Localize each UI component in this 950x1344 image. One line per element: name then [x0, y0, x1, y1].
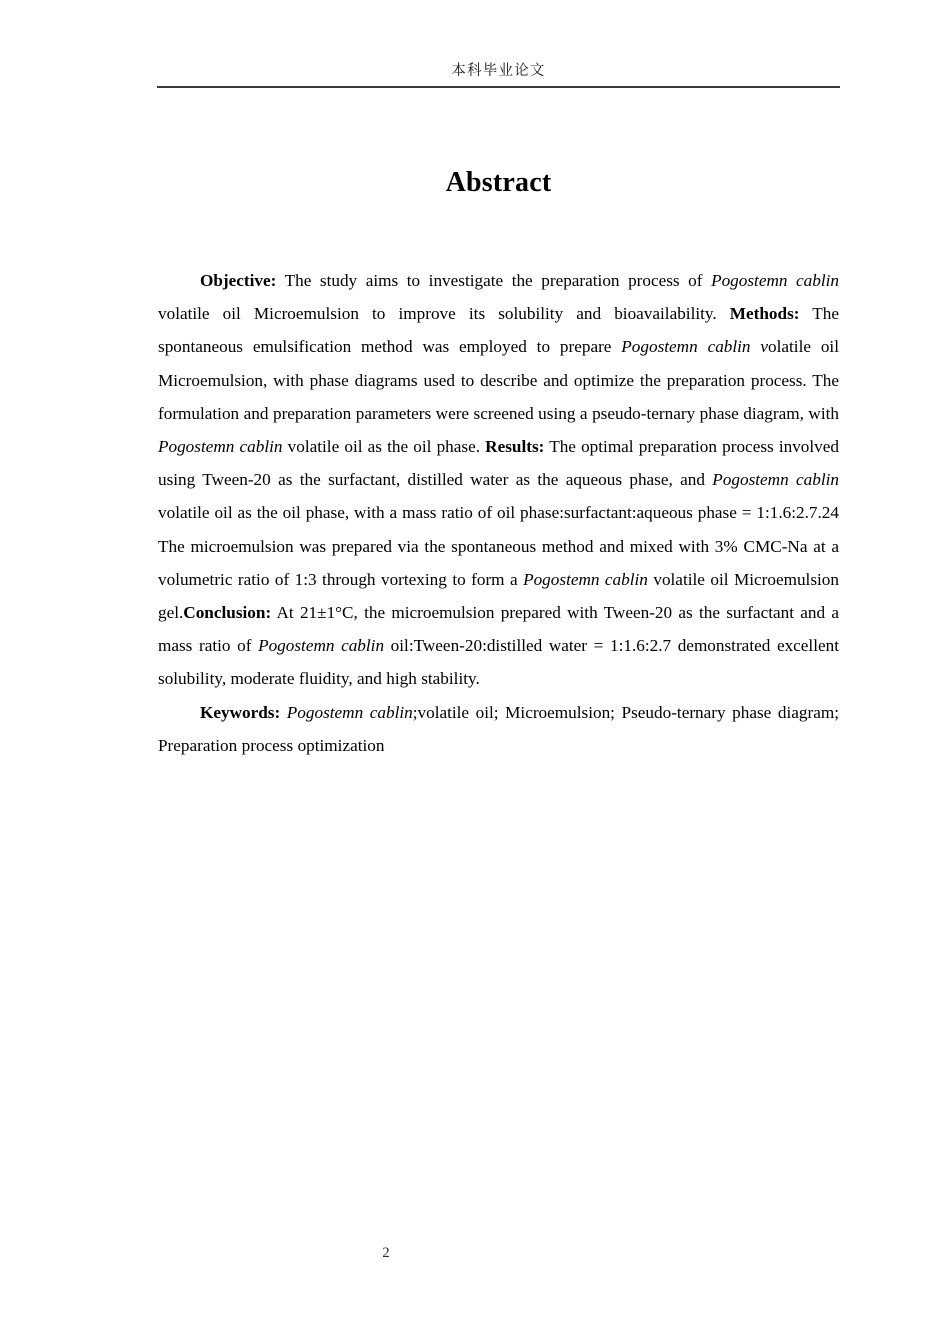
- keywords-separator: [280, 703, 287, 722]
- page-title: Abstract: [445, 166, 552, 198]
- objective-text-2: volatile oil Microemulsion to improve its solubility and bioavailability.: [158, 304, 730, 324]
- species-name: Pogostemn: [711, 271, 788, 290]
- species-name: cablin v: [707, 337, 769, 357]
- header-divider-rule: [157, 86, 840, 88]
- methods-label: Methods:: [729, 304, 800, 324]
- running-header: [157, 60, 840, 96]
- species-name: Pogostemn cablin: [286, 702, 413, 722]
- species-name: Pogostemn cablin: [158, 437, 283, 457]
- species-name: cablin: [796, 271, 840, 290]
- keywords-list: ;volatile oil; Microemulsion; Pseudo-ternary phase diagram; Preparation process optimization: [158, 702, 839, 755]
- species-name: Pogostemn: [621, 337, 698, 357]
- species-name: Pogostemn cablin: [523, 569, 648, 589]
- abstract-paragraph: [158, 264, 839, 696]
- keywords-label: Keywords:: [200, 702, 281, 722]
- objective-text-1: The study aims to investigate the preparation process of: [276, 271, 712, 290]
- results-label: Results:: [485, 437, 545, 457]
- results-text-1: The optimal preparation process involved using Tween-20 as the surfactant, distilled water as the aqueous phase, and: [158, 437, 839, 490]
- objective-label: Objective:: [200, 271, 277, 290]
- results-text-3: volatile oil Microemulsion gel.: [158, 569, 839, 623]
- footer-page-number: 2: [382, 1245, 390, 1261]
- methods-text-2: olatile oil Microemulsion, with phase diagrams used to describe and optimize the preparation process. The formulation and preparation parameters were screened using a pseudo-ternary phase diagram, with: [158, 337, 839, 423]
- conclusion-text-2: oil:Tween-20:distilled water = 1:1.6:2.7 demonstrated excellent solubility, moderate fluidity, and high stability.: [158, 636, 839, 689]
- conclusion-text-1: At 21±1°C, the microemulsion prepared with Tween-20 as the surfactant and a mass ratio of: [158, 603, 839, 656]
- conclusion-label: Conclusion:: [183, 603, 272, 623]
- methods-text-3: volatile oil as the oil phase.: [282, 437, 486, 457]
- species-name: Pogostemn cablin: [712, 470, 839, 490]
- methods-text-1: The spontaneous emulsification method was employed to prepare: [158, 304, 840, 357]
- abstract-body: [158, 264, 839, 762]
- species-name: Pogostemn cablin: [258, 636, 385, 656]
- keywords-paragraph: [158, 696, 839, 762]
- results-text-2: volatile oil as the oil phase, with a mass ratio of oil phase:surfactant:aqueous phase = 1:1.6:2.7.24 The microemulsion was prepared via the spontaneous method and mixed with 3% CMC-Na at a volumetric ratio of 1:3 through vortexing to form a: [158, 503, 839, 589]
- running-header-title: 本科毕业论文: [451, 63, 546, 79]
